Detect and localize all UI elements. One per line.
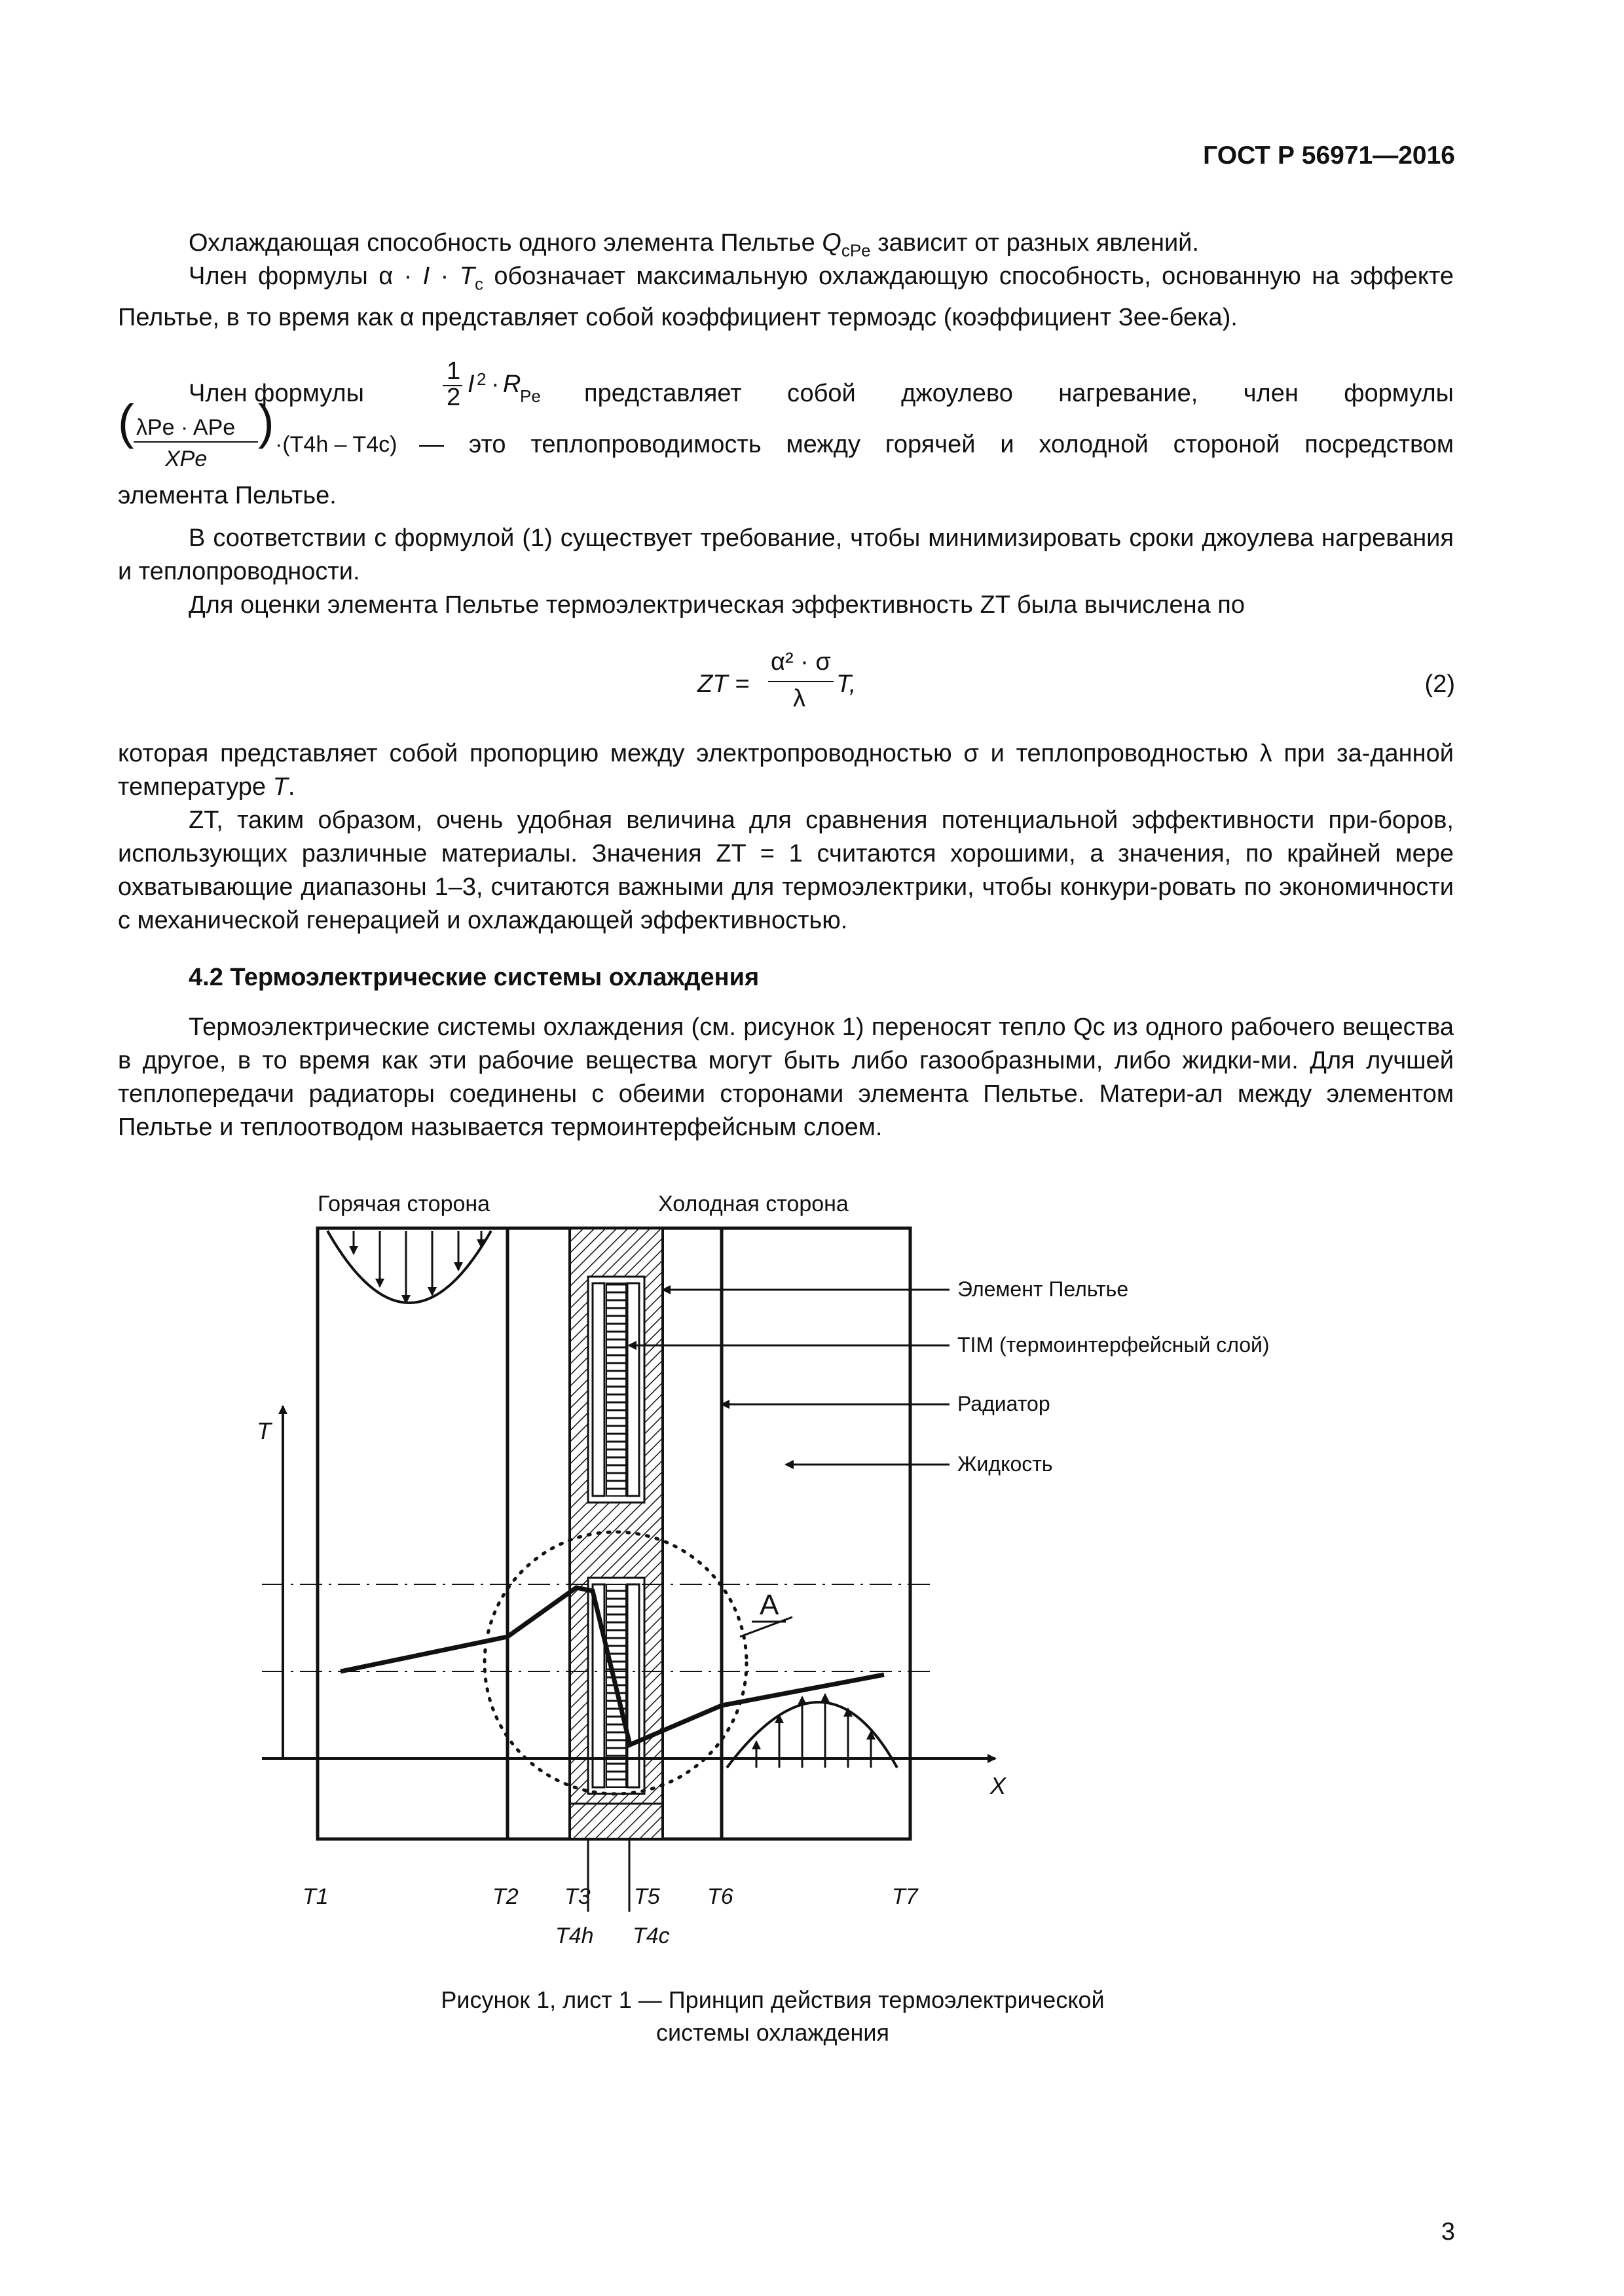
axis-x-label: X — [990, 1772, 1006, 1799]
equation-2: ZT = α² · σ λ T, — [697, 648, 857, 712]
t1-label: T1 — [303, 1884, 329, 1909]
cold-side-label: Холодная сторона — [658, 1192, 849, 1216]
t5-label: T5 — [634, 1884, 660, 1909]
document-id: ГОСТ Р 56971—2016 — [1203, 141, 1455, 170]
joule-formula: 1 2 I 2 · R Pe — [439, 359, 570, 411]
leader-lines — [629, 1290, 950, 1465]
label-liquid: Жидкость — [957, 1452, 1053, 1476]
paragraph-4: В соответствии с формулой (1) существует требование, чтобы минимизировать сроки джоулева нагревания и теплопроводности. Для оценки элемента Пельтье термоэлектрическая эффективность ZT была вычислена по — [118, 524, 1454, 619]
label-tim: TIM (термоинтерфейсный слой) — [957, 1333, 1270, 1357]
conductance-formula: ( λPe · APe XPe ) ·(T4h – T4c) — [118, 395, 397, 471]
p3-end: элемента Пельтье. — [118, 482, 337, 509]
label-peltier: Элемент Пельтье — [957, 1277, 1129, 1301]
peltier-element — [570, 1228, 663, 1839]
hot-side-flux — [327, 1231, 491, 1303]
t7-label: T7 — [892, 1884, 918, 1909]
hot-side-label: Горячая сторона — [318, 1192, 490, 1216]
t2-label: T2 — [492, 1884, 519, 1909]
section-heading: 4.2 Термоэлектрические системы охлаждения — [189, 964, 760, 991]
circle-label-a: A — [760, 1589, 779, 1621]
paragraph-2: Член формулы $\alpha \cdot I \cdot T_c$ обозначает максимальную охлаждающую способность, основанную на эффекте Пельтье, в то время как α представляет собой коэффициент термоэдс (коэффициент Зее-бека). — [118, 263, 1454, 331]
axis-t-label: T — [257, 1417, 271, 1444]
page-number: 3 — [1441, 2218, 1455, 2246]
t6-label: T6 — [707, 1884, 733, 1909]
paragraph-8: Термоэлектрические системы охлаждения (см. рисунок 1) переносят тепло Qc из одного рабочего вещества в другое, в то время как эти рабочие вещества могут быть либо газообразными, либо жидки-ми. Для лучшей теплопередачи радиаторы соединены с обеими сторонами элемента Пельтье. Матери-ал между элементом Пельтье и теплоотводом называется термоинтерфейсным слоем. — [118, 1013, 1454, 1141]
t4c-label: T4c — [633, 1923, 670, 1948]
t-ticks — [588, 1839, 629, 1912]
p3-tail: — это теплопроводимость между горячей и холодной стороной посредством — [419, 431, 1454, 458]
t3-label: T3 — [564, 1884, 591, 1909]
cold-side-flux — [727, 1694, 897, 1768]
paragraph-6: которая представляет собой пропорцию между электропроводностью σ и теплопроводностью λ при за-данной температуре T. ZT, таким образом, очень удобная величина для сравнения потенциальной эффективности при-боров, использующих различные материалы. Значения ZT = 1 считаются хорошими, а значения, по крайней мере охватывающие диапазоны 1–3, считаются важными для термоэлектрики, чтобы конкури-ровать по экономичности с механической генерацией и охлаждающей эффективностью. — [118, 740, 1454, 934]
t4h-label: T4h — [555, 1923, 594, 1948]
p3-lead: Член формулы — [189, 380, 364, 407]
equation-2-number: (2) — [1424, 670, 1455, 698]
p3-mid: представляет собой джоулево нагревание, член формулы — [584, 380, 1454, 407]
paragraph-1: Охлаждающая способность одного элемента Пельтье $Q_{cPe}$ зависит от разных явлений. — [189, 229, 1199, 261]
label-radiator: Радиатор — [957, 1392, 1050, 1415]
figure-caption: Рисунок 1, лист 1 — Принцип действия термоэлектрической системы охлаждения — [441, 1986, 1105, 2046]
